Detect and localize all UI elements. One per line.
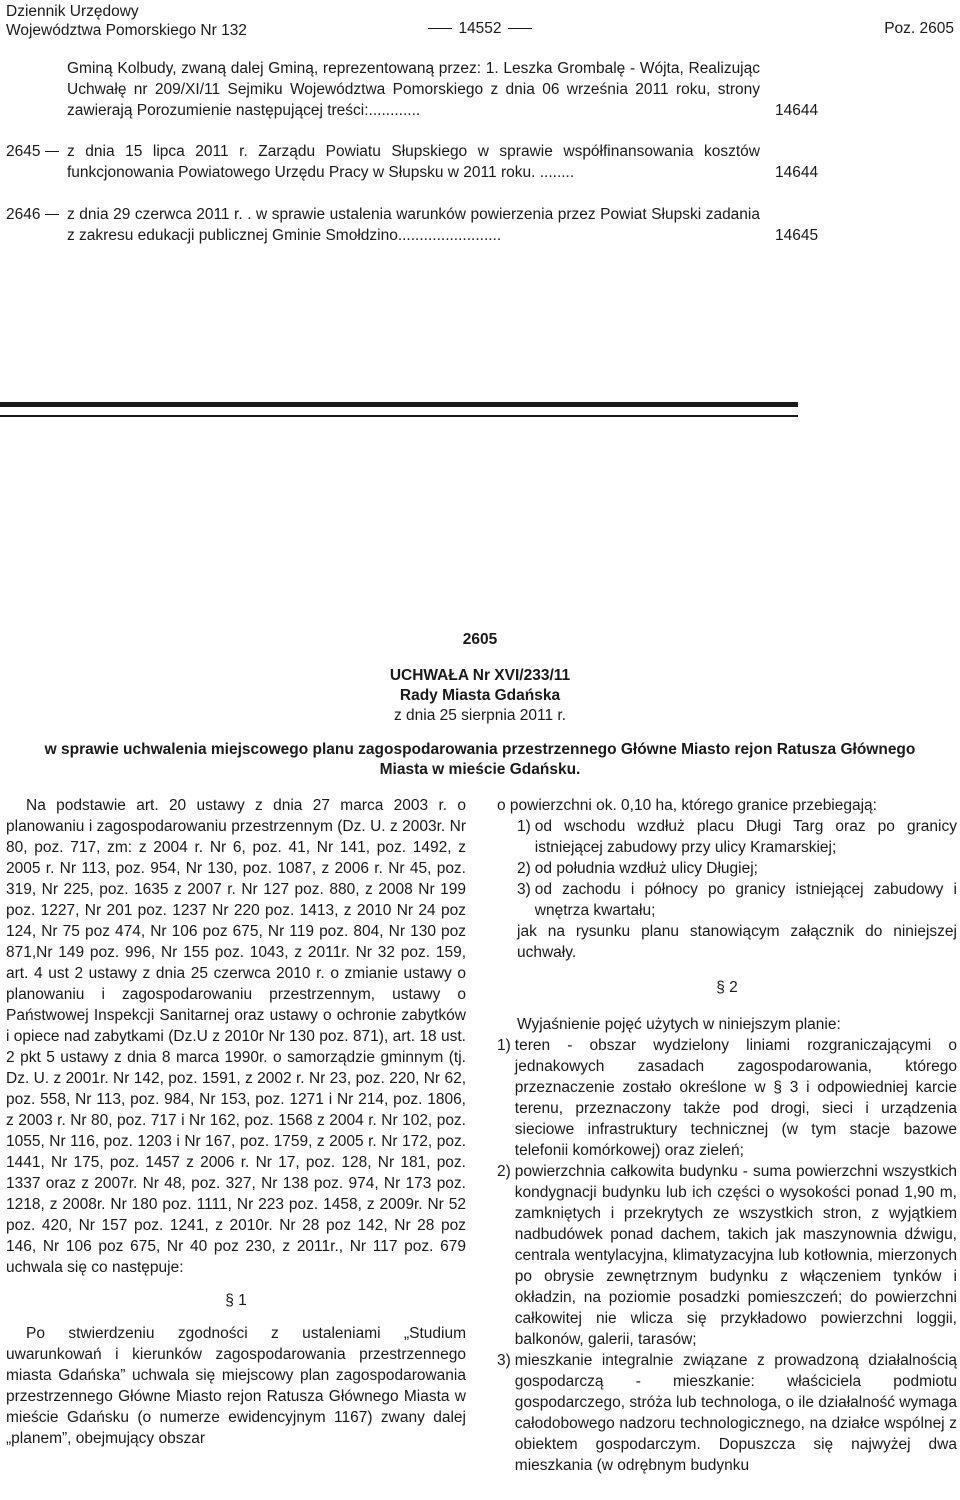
right-column: [497, 795, 957, 1476]
definition-item: [497, 1161, 957, 1350]
dash-right: [508, 28, 532, 29]
dash-left: [428, 28, 452, 29]
section-2-heading: § 2: [716, 979, 738, 996]
list-text: teren - obszar wydzielony liniami rozgraniczającymi o jednakowych zasadach zagospodarowania, którego przeznaczenie zostało określone w § 3 i odpowiedniej karcie terenu, przeznaczony także pod drogi, sieci i urządzenia sieciowe infrastruktury technicznej (w tym stacje bazowe telefonii komórkowej) oraz zieleń;: [514, 1037, 957, 1159]
left-column: [6, 795, 466, 1449]
toc-entry-page: 14644: [775, 164, 819, 181]
act-date: z dnia 25 sierpnia 2011 r.: [393, 707, 567, 724]
act-number: 2605: [462, 631, 498, 648]
toc-entry-number: 2645: [6, 141, 59, 162]
position-label: Poz. 2605: [884, 20, 954, 37]
page-number: [0, 20, 960, 38]
toc-entry-page: 14644: [775, 102, 819, 119]
list-marker: 2): [517, 860, 531, 877]
toc-entry-text: z dnia 15 lipca 2011 r. Zarządu Powiatu Słupskiego w sprawie współfinansowania kosztów funkcjonowania Powiatowego Urzędu Pracy w Słupsku w 2011 roku. ........: [67, 143, 760, 181]
map-note: jak na rysunku planu stanowiącym załącznik do niniejszej uchwały.: [517, 923, 957, 961]
toc-entry[interactable]: [0, 58, 960, 124]
list-marker: 3): [497, 1352, 511, 1369]
list-item: [517, 879, 957, 921]
preamble: Na podstawie art. 20 ustawy z dnia 27 marca 2003 r. o planowaniu i zagospodarowaniu przestrzennym (Dz. U. z 2003r. Nr 80, poz. 717, zm: z 2004 r. Nr 6, poz. 41, Nr 141, poz. 1492, z 2005 r. Nr 113, poz. 954, Nr 130, poz. 1087, z 2006 r. Nr 45, poz. 319, Nr 225, poz. 1635 z 2007 r. Nr 127 poz. 880, z 2008 Nr 199 poz. 1227, Nr 201 poz. 1237 Nr 220 poz. 1413, z 2010 Nr 24 poz 124, Nr 75 poz 474, Nr 106 poz 675, Nr 119 poz. 804, Nr 130 poz 871,Nr 149 poz. 996, Nr 155 poz. 1043, z 2011r. Nr 32 poz. 159, art. 4 ust 2 ustawy z dnia 25 czerwca 2010 r. o zmianie ustawy o planowaniu i zagospodarowaniu przestrzennym, ustawy o Państwowej Inspekcji Sanitarnej oraz ustawy o ochronie zabytków i opiece nad zabytkami (Dz.U z 2010r Nr 130 poz. 871), art. 18 ust. 2 pkt 5 ustawy z dnia 8 marca 1990r. o samorządzie gminnym (tj. Dz. U. z 2001r. Nr 142, poz. 1591, z 2002 r. Nr 23, poz. 220, Nr 62, poz. 558, Nr 113, poz. 984, Nr 153, poz. 1271 i Nr 214, poz. 1806, z 2003 r. Nr 80, poz. 717 i Nr 162, poz. 1568 z 2004 r. Nr 102, poz. 1055, Nr 116, poz. 1203 i Nr 167, poz. 1759, z 2005 r. Nr 172, poz. 1441, Nr 175, poz. 1457 z 2006 r. Nr 17, poz. 128, Nr 181, poz. 1337 oraz z 2007r. Nr 48, poz. 327, Nr 138 poz. 974, Nr 173 poz. 1218, z 2008r. Nr 180 poz. 1111, Nr 223 poz. 1458, z 2009r. Nr 52 poz. 420, Nr 157 poz. 1241, z 2010r. Nr 28 poz 142, Nr 28 poz 146, Nr 106 poz 675, Nr 40 poz 230, z 2011r., Nr 117 poz. 679 uchwala się co następuje:: [6, 797, 466, 1276]
act-subject: w sprawie uchwalenia miejscowego planu zagospodarowania przestrzennego Główne Miasto rejon Ratusza Głównego Miasta w mieście Gdańsku.: [44, 741, 916, 778]
toc-entry-text: z dnia 29 czerwca 2011 r. . w sprawie ustalenia warunków powierzenia przez Powiat Słupski zadania z zakresu edukacji publicznej Gminie Smołdzino........................: [67, 206, 760, 244]
act-issuer: Rady Miasta Gdańska: [399, 687, 561, 704]
page-number-value: 14552: [458, 20, 502, 37]
act-title: UCHWAŁA Nr XVI/233/11: [389, 667, 571, 684]
list-text: od południa wzdłuż ulicy Długiej;: [534, 860, 758, 877]
list-marker: 1): [497, 1037, 511, 1054]
section-1-heading: § 1: [225, 1292, 247, 1309]
definitions-intro: Wyjaśnienie pojęć użytych w niniejszym planie:: [517, 1016, 841, 1033]
list-text: powierzchnia całkowita budynku - suma powierzchni wszystkich kondygnacji budynku lub ich części o wysokości ponad 1,90 m, zamkniętych i przekrytych ze wszystkich stron, z wyjątkiem nadbudówek ponad dachem, takich jak maszynownia dźwigu, centrala wentylacyjna, klimatyzacyjna lub kotłownia, mierzonych po obrysie zewnętrznym budynku z włączeniem tynków i okładzin, na poziomie posadzki pomieszczeń; do powierzchni całkowitej nie wlicza się przykładowo powierzchni loggii, balkonów, galerii, tarasów;: [514, 1163, 957, 1348]
list-text: od wschodu wzdłuż placu Długi Targ oraz po granicy istniejącej zabudowy przy ulicy Kramarskiej;: [534, 818, 957, 856]
section-1-text: Po stwierdzeniu zgodności z ustaleniami „Studium uwarunkowań i kierunków zagospodarowania przestrzennego miasta Gdańska” uchwala się miejscowy plan zagospodarowania przestrzennego Główne Miasto rejon Ratusza Głównego Miasta w mieście Gdańsku (o numerze ewidencyjnym 1167) zwany dalej „planem”, obejmujący obszar: [6, 1325, 466, 1447]
journal-title-line2: Województwa Pomorskiego Nr 132: [6, 22, 247, 39]
definition-item: [497, 1350, 957, 1476]
area-continuation: o powierzchni ok. 0,10 ha, którego granice przebiegają:: [497, 797, 877, 814]
separator-thin: [0, 415, 798, 417]
list-marker: 3): [517, 881, 531, 898]
toc-entry[interactable]: [0, 141, 960, 185]
list-text: od zachodu i północy po granicy istniejącej zabudowy i wnętrza kwartału;: [534, 881, 957, 919]
toc-entry[interactable]: [0, 204, 960, 248]
list-marker: 2): [497, 1163, 511, 1180]
toc-entry-number: 2646: [6, 204, 59, 225]
list-text: mieszkanie integralnie związane z prowadzoną działalnością gospodarczą - mieszkanie: właściciela podmiotu gospodarczego, stróża lub technologa, o ile działalność wymaga całodobowego nadzoru technologicznego, na działce wspólnej z obiektem gospodarczym. Dopuszcza się najwyżej dwa mieszkania (w odrębnym budynku: [514, 1352, 957, 1474]
journal-title-line1: Dziennik Urzędowy: [6, 3, 139, 20]
list-marker: 1): [517, 818, 531, 835]
toc-entry-page: 14645: [775, 227, 819, 244]
definition-item: [497, 1035, 957, 1161]
toc-entry-text: Gminą Kolbudy, zwaną dalej Gminą, reprezentowaną przez: 1. Leszka Grombalę - Wójta, Realizując Uchwałę nr 209/XI/11 Sejmiku Województwa Pomorskiego z dnia 06 września 2011 roku, strony zawierają Porozumienie następującej treści:............: [67, 60, 760, 119]
separator-thick: [0, 402, 798, 407]
list-item: [517, 858, 957, 879]
list-item: [517, 816, 957, 858]
